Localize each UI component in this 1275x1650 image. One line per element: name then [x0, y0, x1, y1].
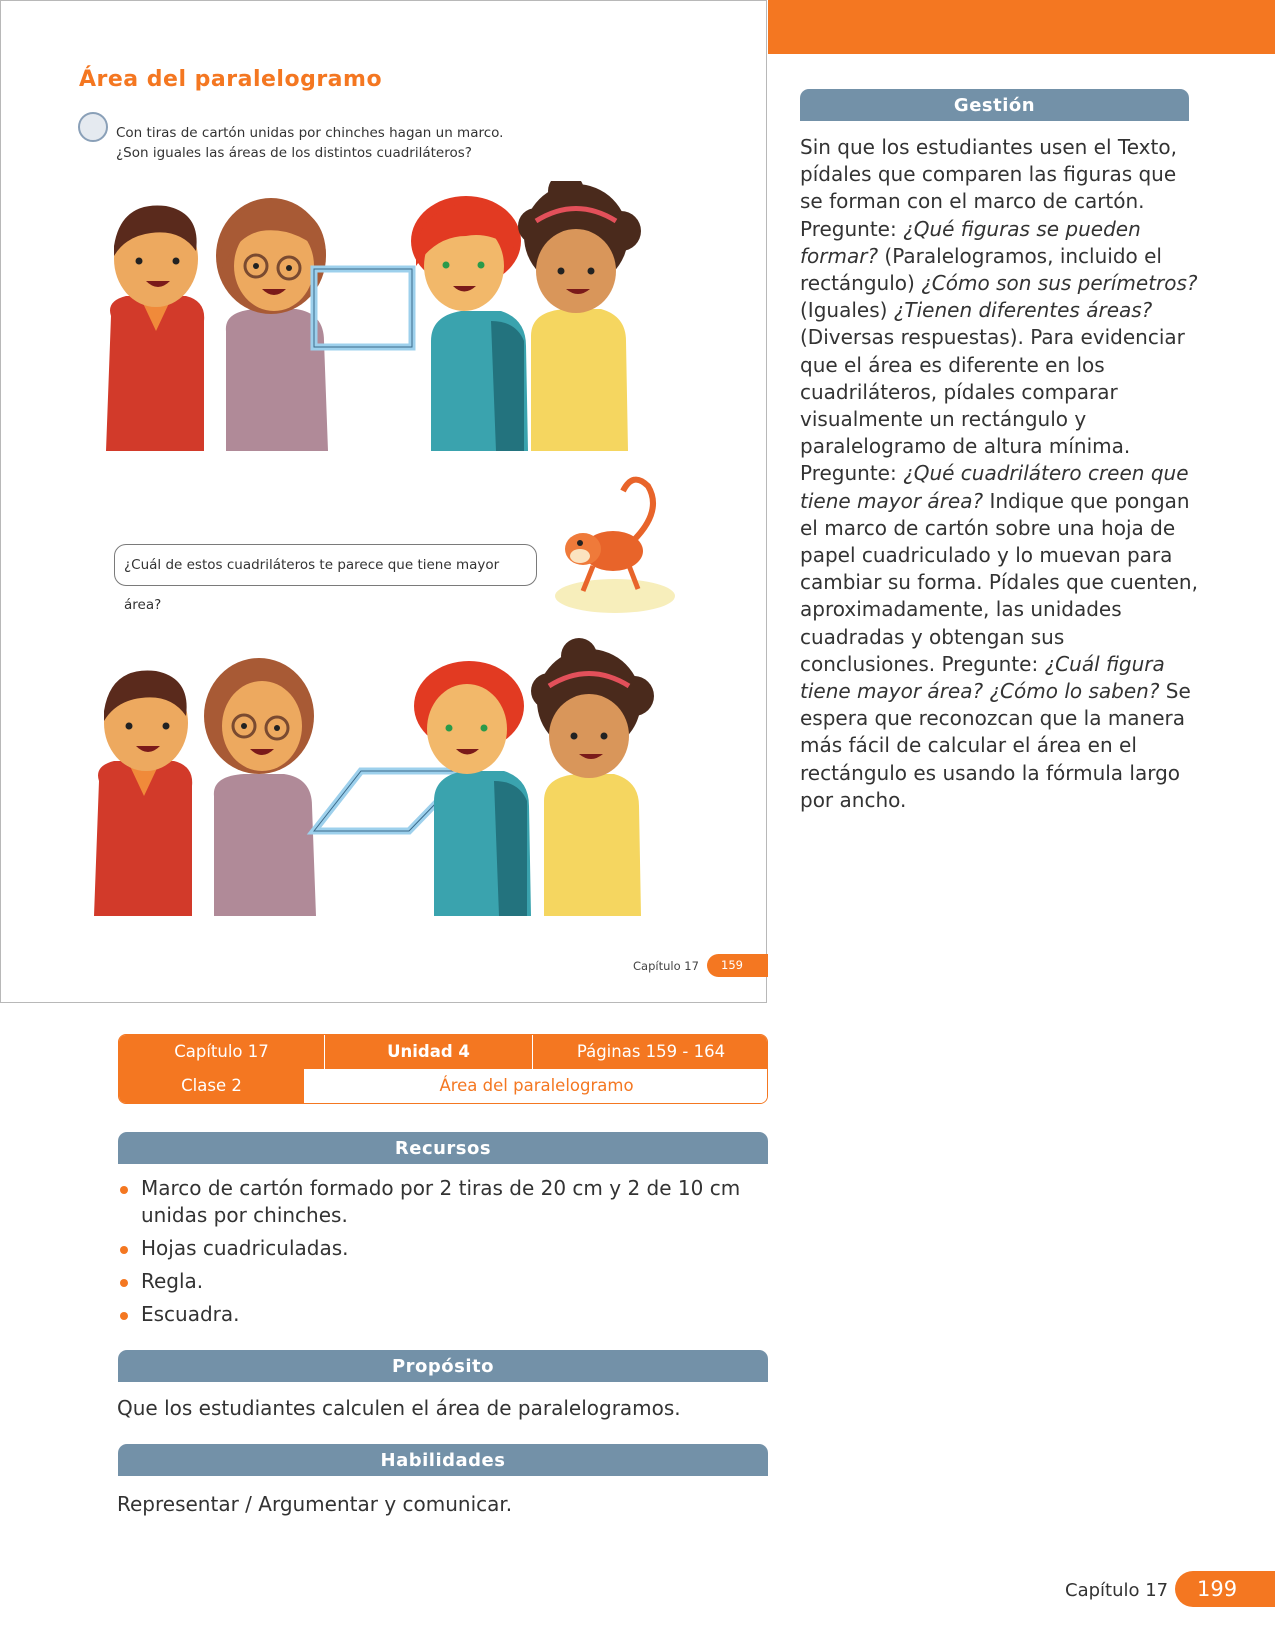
student-page-intro: Con tiras de cartón unidas por chinches hagan un marco. ¿Son iguales las áreas de los distintos cuadriláteros?: [116, 125, 504, 161]
footer-page-number: 199: [1175, 1571, 1275, 1607]
recursos-header: Recursos: [118, 1132, 768, 1164]
recursos-list: [117, 1175, 757, 1334]
girl-red-hair-figure: [411, 196, 528, 451]
bullet-icon: [120, 1279, 128, 1287]
bullet-icon: [120, 1312, 128, 1320]
student-page-thumbnail: [0, 0, 767, 1003]
info-topic: Área del paralelogramo: [304, 1069, 768, 1104]
info-unit: Unidad 4: [325, 1035, 533, 1069]
rectangle-frame: [314, 269, 412, 347]
speech-bubble: ¿Cuál de estos cuadriláteros te parece que tiene mayor área?: [114, 544, 537, 586]
gestion-header: Gestión: [800, 89, 1189, 121]
habilidades-header: Habilidades: [118, 1444, 768, 1476]
student-page-chapter-label: Capítulo 17: [633, 959, 699, 973]
top-orange-bar: [768, 0, 1275, 54]
chapter-info-table: [118, 1034, 768, 1104]
girl-curly-hair-figure: [518, 181, 641, 451]
boy-figure-2: [94, 671, 192, 917]
info-pages: Páginas 159 - 164: [533, 1035, 768, 1069]
squirrel-mascot-illustration: [553, 471, 678, 616]
gestion-text: Sin que los estudiantes usen el Texto, pídales que comparen las figuras que se forman con el marco de cartón. Pregunte: ¿Qué figuras se pueden formar? (Paralelogramos, incluido el rectángulo) ¿Cómo son sus perímetros? (Iguales) ¿Tienen diferentes áreas? (Diversas respuestas). Para evidenciar que el área es diferente en los cuadriláteros, pídales comparar visualmente un rectángulo y paralelogramo de altura mínima. Pregunte: ¿Qué cuadrilátero creen que tiene mayor área? Indique que pongan el marco de cartón sobre una hoja de papel cuadriculado y lo muevan para cambiar su forma. Pídales que cuenten, aproximadamente, las unidades cuadradas y obtengan sus conclusiones. Pregunte: ¿Cuál figura tiene mayor área? ¿Cómo lo saben? Se espera que reconozcan que la manera más fácil de calcular el área en el rectángulo es usando la fórmula largo por ancho.: [800, 135, 1198, 812]
children-parallelogram-frame-illustration: [89, 631, 709, 916]
group-work-icon: [78, 112, 108, 142]
list-item: Escuadra.: [117, 1301, 757, 1328]
girl-curly-hair-figure-2: [531, 638, 654, 916]
footer-chapter-label: Capítulo 17: [1065, 1580, 1169, 1601]
proposito-text: Que los estudiantes calculen el área de paralelogramos.: [117, 1396, 681, 1420]
list-item: Regla.: [117, 1268, 757, 1295]
boy-figure: [106, 206, 204, 452]
student-page-title: Área del paralelogramo: [79, 67, 383, 92]
list-item: Marco de cartón formado por 2 tiras de 20 cm y 2 de 10 cm unidas por chinches.: [117, 1175, 757, 1229]
children-rectangle-frame-illustration: [96, 181, 676, 456]
student-page-number: 159: [707, 954, 768, 977]
list-item: Hojas cuadriculadas.: [117, 1235, 757, 1262]
bullet-icon: [120, 1186, 128, 1194]
habilidades-text: Representar / Argumentar y comunicar.: [117, 1492, 513, 1516]
girl-red-hair-figure-2: [414, 661, 531, 916]
info-chapter: Capítulo 17: [119, 1035, 325, 1069]
bullet-icon: [120, 1246, 128, 1254]
girl-glasses-figure-2: [204, 658, 316, 916]
info-class: Clase 2: [119, 1069, 304, 1104]
proposito-header: Propósito: [118, 1350, 768, 1382]
